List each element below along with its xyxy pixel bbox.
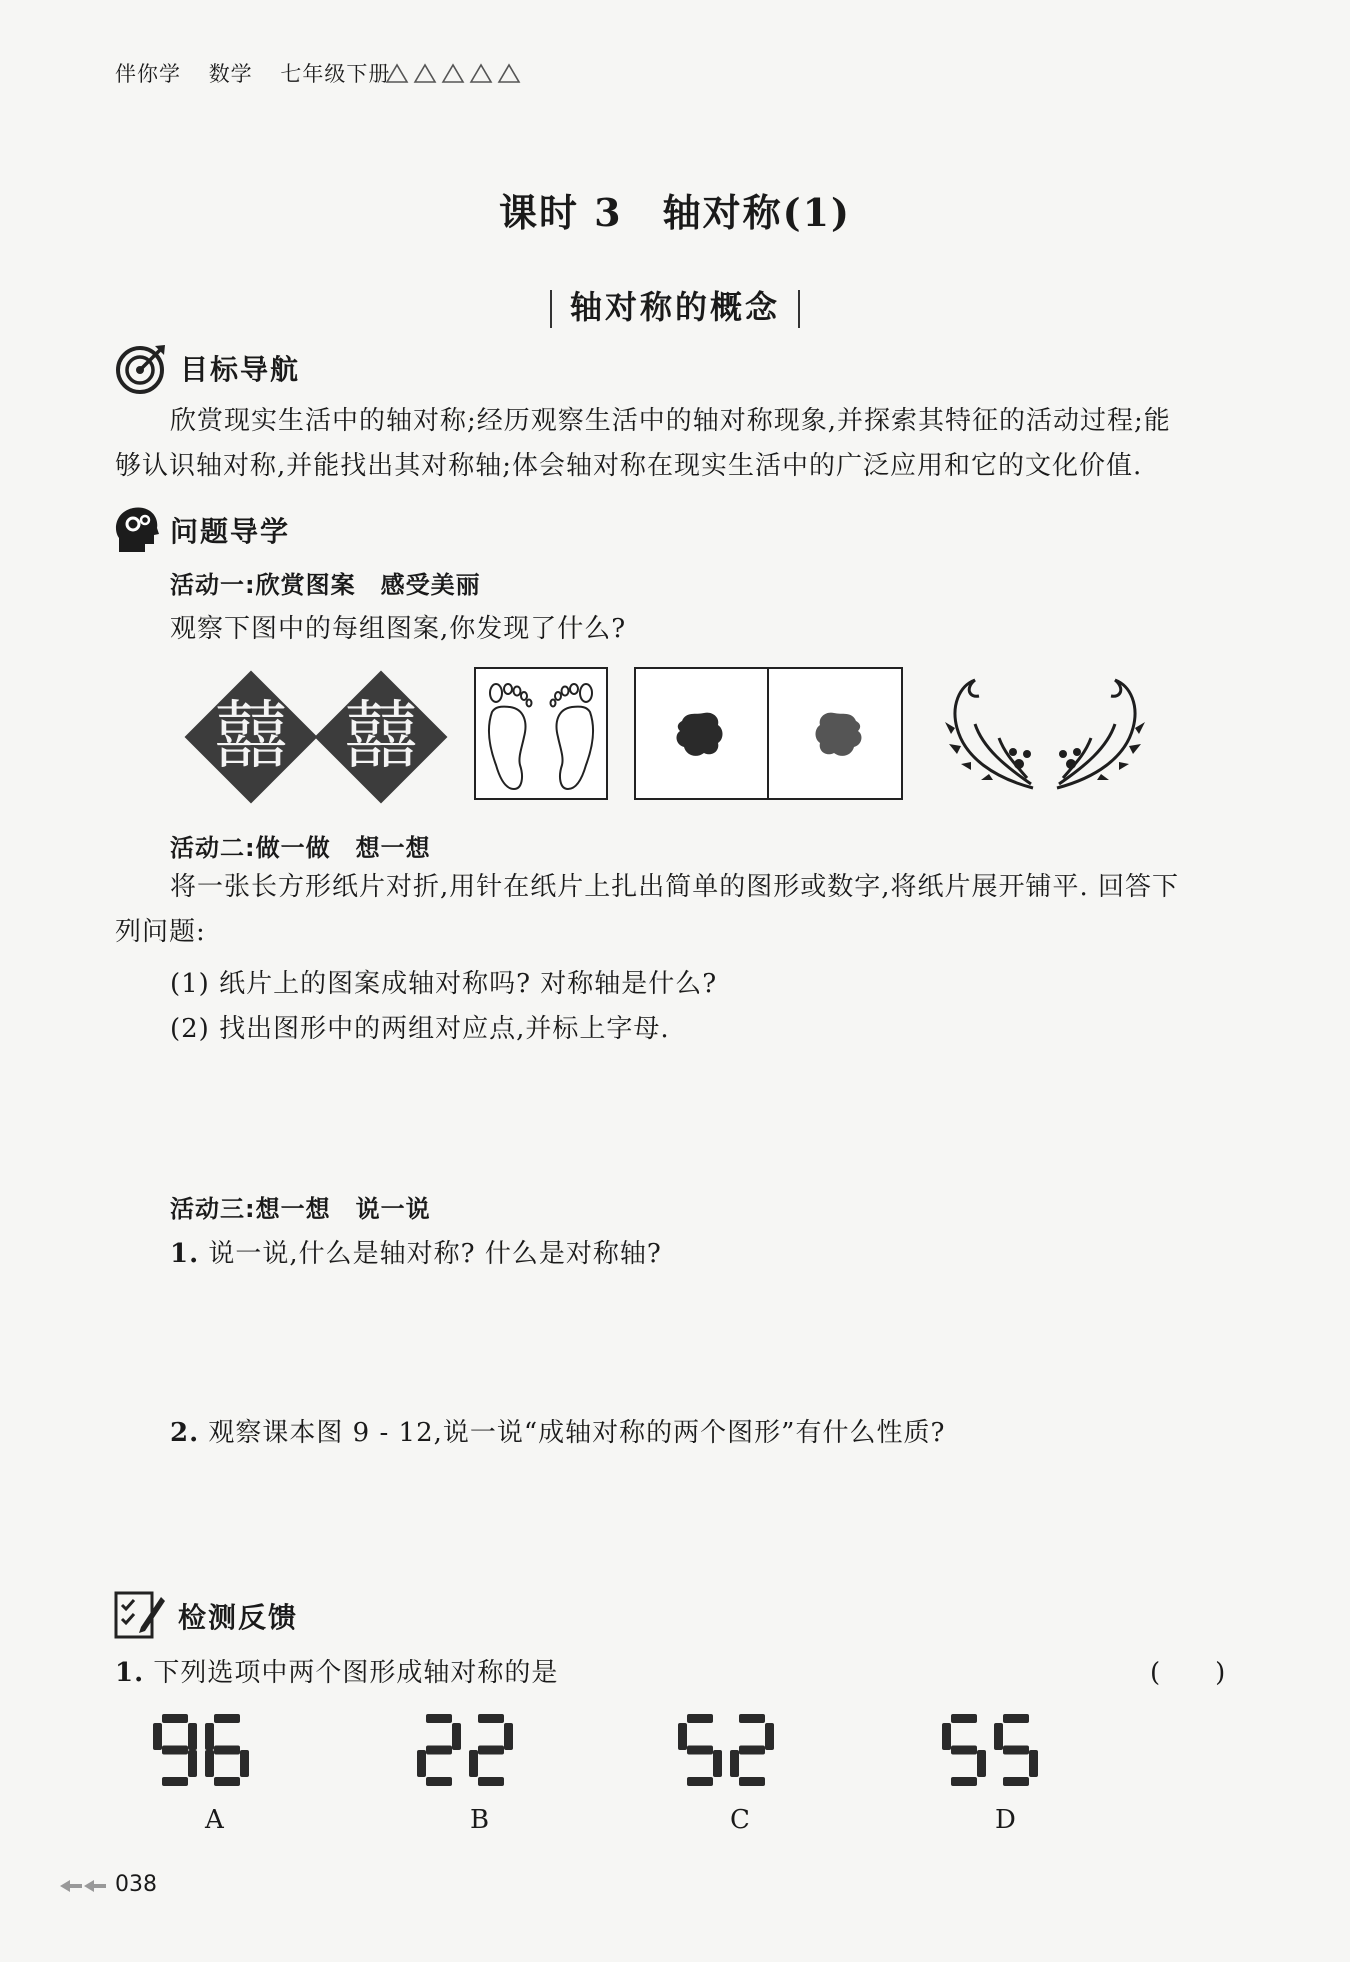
digit-segment: [426, 1746, 452, 1755]
digit-segment: [1003, 1777, 1029, 1786]
digit-segment: [478, 1746, 504, 1755]
page-number: 038: [115, 1872, 157, 1897]
digit-segment: [687, 1777, 713, 1786]
digit-segment: [162, 1746, 188, 1755]
topic-title: [0, 282, 1350, 328]
option-b-label: B: [470, 1805, 490, 1835]
answer-parentheses: ( ): [1150, 1658, 1227, 1688]
lesson-title: 课时 3 轴对称(1): [498, 190, 852, 235]
digit-segment: [153, 1723, 162, 1750]
digit-segment: [214, 1777, 240, 1786]
digit-segment: [214, 1714, 240, 1723]
footprints-image: [474, 667, 608, 800]
activity2-line-1: 将一张长方形纸片对折,用针在纸片上扎出简单的图形或数字,将纸片展开铺平. 回答下: [170, 872, 1180, 902]
checklist-pen-icon: [113, 1585, 165, 1641]
activity2-question-1: (1) 纸片上的图案成轴对称吗? 对称轴是什么?: [170, 969, 718, 999]
digit-segment: [240, 1750, 249, 1777]
digit-segment: [205, 1723, 214, 1750]
activity3-question-1: [170, 1233, 662, 1270]
title-bar-left: [550, 290, 552, 328]
double-happiness-pair: [185, 670, 445, 805]
digit-segment: [942, 1723, 951, 1750]
header-series: 伴你学: [115, 62, 181, 86]
digit-segment: [417, 1750, 426, 1777]
digit-segment: [687, 1746, 713, 1755]
check-question-1-text: 下列选项中两个图形成轴对称的是: [153, 1658, 559, 1688]
goal-line-2: 够认识轴对称,并能找出其对称轴;体会轴对称在现实生活中的广泛应用和它的文化价值.: [115, 451, 1143, 481]
digit-segment: [188, 1723, 197, 1750]
digit-segment: [951, 1746, 977, 1755]
title-bar-right: [798, 290, 800, 328]
digit-segment: [504, 1723, 513, 1750]
digit-segment: [426, 1714, 452, 1723]
seven-segment-digits: [153, 1714, 1038, 1786]
header-grade: 七年级下册: [280, 62, 391, 86]
activity3-question-1-text: 说一说,什么是轴对称? 什么是对称轴?: [208, 1239, 662, 1269]
option-c-label: C: [730, 1805, 750, 1835]
digit-segment: [162, 1777, 188, 1786]
activity3-question-2: [170, 1412, 945, 1449]
options-digits: [145, 1700, 1195, 1800]
activity3-question-2-text: 观察课本图 9 - 12,说一说“成轴对称的两个图形”有什么性质?: [208, 1418, 946, 1448]
digit-segment: [478, 1777, 504, 1786]
ink-blots-image: [634, 667, 904, 800]
digit-segment: [739, 1714, 765, 1723]
digit-segment: [951, 1714, 977, 1723]
goal-line-1: 欣赏现实生活中的轴对称;经历观察生活中的轴对称现象,并探索其特征的活动过程;能: [170, 406, 1171, 436]
head-gear-icon: [113, 504, 161, 556]
topic-title-text: 轴对称的概念: [569, 288, 780, 326]
digit-segment: [977, 1750, 986, 1777]
digit-segment: [188, 1750, 197, 1777]
digit-segment: [478, 1714, 504, 1723]
goal-heading: 目标导航: [180, 353, 301, 386]
digit-segment: [162, 1714, 188, 1723]
digit-segment: [678, 1723, 687, 1750]
running-header: [115, 58, 410, 88]
check-question-1-number: 1.: [115, 1658, 145, 1688]
digit-segment: [739, 1777, 765, 1786]
option-d-label: D: [995, 1805, 1016, 1835]
digit-segment: [1029, 1750, 1038, 1777]
activity3-question-1-number: 1.: [170, 1239, 200, 1269]
digit-segment: [730, 1750, 739, 1777]
activity2-line-2: 列问题:: [115, 917, 206, 947]
activity3-question-2-number: 2.: [170, 1418, 200, 1448]
triangle-decoration-icon: [385, 62, 525, 84]
digit-segment: [713, 1750, 722, 1777]
digit-segment: [214, 1746, 240, 1755]
digit-segment: [994, 1723, 1003, 1750]
xi-char-left: 囍: [214, 693, 288, 779]
digit-segment: [951, 1777, 977, 1786]
target-icon: [115, 343, 167, 395]
digit-segment: [426, 1777, 452, 1786]
header-subject: 数学: [208, 62, 253, 86]
xi-char-right: 囍: [344, 693, 418, 779]
check-heading: 检测反馈: [178, 1601, 299, 1634]
digit-segment: [1003, 1746, 1029, 1755]
digit-segment: [765, 1723, 774, 1750]
phoenix-pair-image: [935, 668, 1155, 798]
digit-segment: [1003, 1714, 1029, 1723]
guide-heading: 问题导学: [170, 515, 291, 548]
activity2-title: 活动二:做一做 想一想: [170, 834, 431, 862]
digit-segment: [469, 1750, 478, 1777]
activity1-title: 活动一:欣赏图案 感受美丽: [170, 571, 481, 599]
arrow-decoration-icon: [60, 1878, 112, 1894]
digit-segment: [452, 1723, 461, 1750]
activity3-title: 活动三:想一想 说一说: [170, 1195, 431, 1223]
digit-segment: [687, 1714, 713, 1723]
activity2-question-2: (2) 找出图形中的两组对应点,并标上字母.: [170, 1014, 670, 1044]
activity1-text: 观察下图中的每组图案,你发现了什么?: [170, 614, 627, 644]
check-question-1: [115, 1652, 558, 1689]
option-a-label: A: [205, 1805, 224, 1835]
digit-segment: [739, 1746, 765, 1755]
digit-segment: [205, 1750, 214, 1777]
